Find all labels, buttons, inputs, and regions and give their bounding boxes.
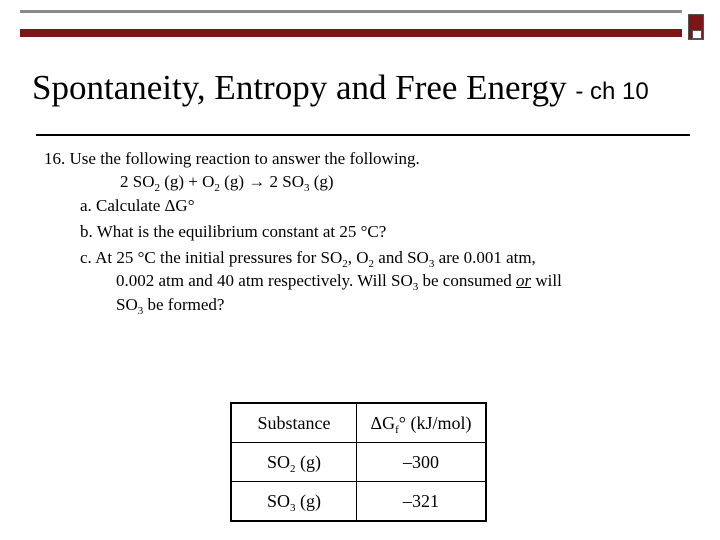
free-energy-table bbox=[230, 402, 487, 522]
question-c-line2: 0.002 atm and 40 atm respectively. Will $SO_3$ be consumed or will bbox=[116, 271, 562, 293]
table-row bbox=[231, 443, 486, 482]
question-c-line3: $SO_3$ be formed? bbox=[116, 295, 225, 317]
corner-decoration bbox=[688, 14, 704, 40]
title-divider bbox=[36, 134, 690, 136]
header-band bbox=[20, 10, 682, 37]
header-band-stripe bbox=[20, 29, 682, 37]
question-c-line1: c. At 25 °C the initial pressures for $SO_2$, $O_2$ and $SO_3$ are 0.001 atm, bbox=[80, 248, 536, 270]
reaction-equation: 2 $SO_2$ $(g) + O_2$ (g) → 2 $SO_3$ (g) bbox=[120, 172, 334, 194]
slide-title-suffix: - ch 10 bbox=[575, 78, 649, 105]
problem-intro: 16. Use the following reaction to answer the following. bbox=[44, 149, 420, 168]
table-row bbox=[231, 482, 486, 522]
slide-title-main: Spontaneity, Entropy and Free Energy bbox=[32, 68, 567, 107]
table-header-row bbox=[231, 403, 486, 443]
header-gf: $\Delta G_f^\circ$ (kJ/mol) bbox=[357, 403, 487, 443]
header-substance: Substance bbox=[231, 403, 357, 443]
cell-value: –321 bbox=[357, 482, 487, 522]
or-emphasis: or bbox=[516, 271, 532, 290]
cell-substance: $SO_3$ (g) bbox=[231, 482, 357, 522]
cell-value: –300 bbox=[357, 443, 487, 482]
question-a: a. Calculate ΔG° bbox=[80, 196, 195, 215]
slide-title bbox=[32, 68, 649, 108]
cell-substance: $SO_2$ (g) bbox=[231, 443, 357, 482]
question-b: b. What is the equilibrium constant at 25 °C? bbox=[80, 222, 387, 241]
